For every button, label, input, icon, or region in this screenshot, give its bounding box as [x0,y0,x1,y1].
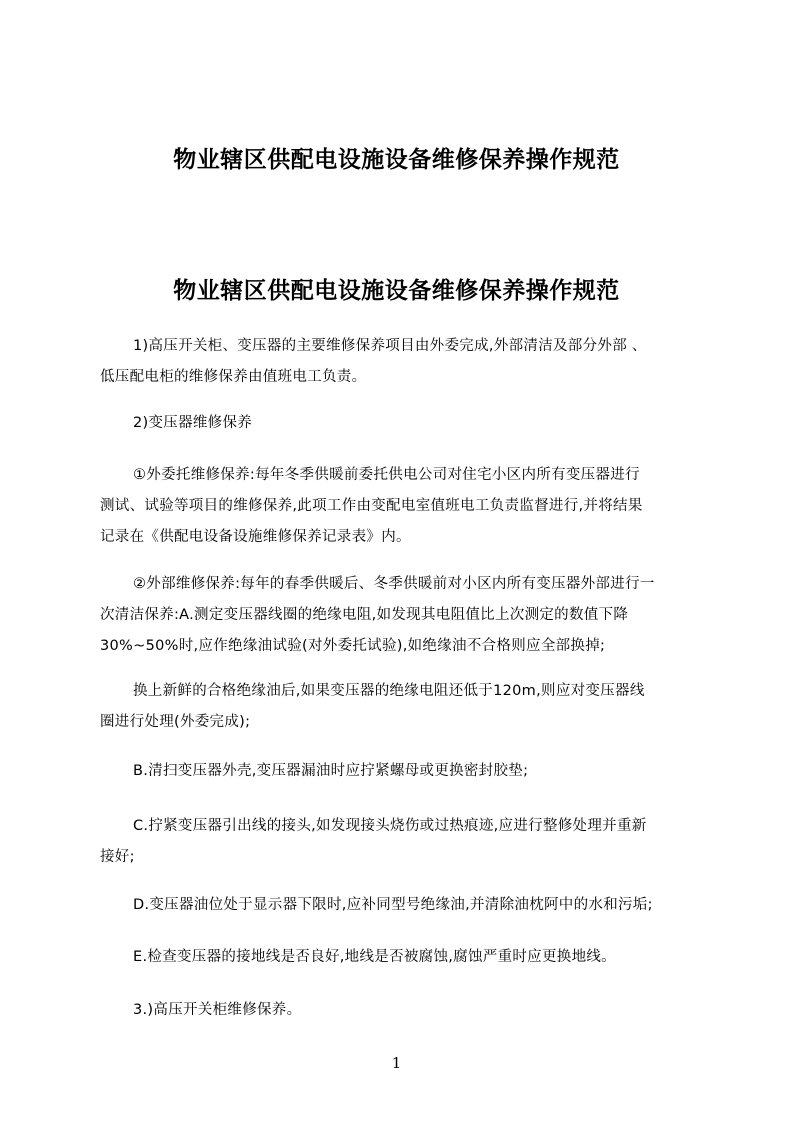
paragraph-line: 低压配电柜的维修保养由值班电工负责。 [100,369,367,385]
paragraph-line: 换上新鲜的合格绝缘油后,如果变压器的绝缘电阻还低于120m,则应对变压器线 [133,683,645,699]
paragraph-5 [100,676,700,738]
document-subtitle: 物业辖区供配电设施设备维修保养操作规范 [173,278,620,304]
page-number: 1 [391,1054,402,1072]
paragraph-line: B.清扫变压器外壳,变压器漏油时应拧紧螺母或更换密封胶垫; [133,763,529,779]
paragraph-line: C.拧紧变压器引出线的接头,如发现接头烧伤或过热痕迹,应进行整修处理并重新 [133,818,647,834]
paragraph-7 [100,811,700,873]
document-title: 物业辖区供配电设施设备维修保养操作规范 [173,147,620,173]
paragraph-4 [100,569,700,662]
paragraph-line: 1)高压开关柜、变压器的主要维修保养项目由外委完成,外部清洁及部分外部 、 [133,338,647,354]
paragraph-9 [100,942,700,973]
paragraph-line: E.检查变压器的接地线是否良好,地线是否被腐蚀,腐蚀严重时应更换地线。 [133,949,616,965]
paragraph-line: ②外部维修保养:每年的春季供暖后、冬季供暖前对小区内所有变压器外部进行一 [133,576,655,592]
paragraph-2 [100,408,700,439]
paragraph-line: 30%~50%时,应作绝缘油试验(对外委托试验),如绝缘油不合格则应全部换掉; [100,638,606,654]
paragraph-line: D.变压器油位处于显示器下限时,应补同型号绝缘油,并清除油枕阿中的水和污垢; [133,897,653,913]
paragraph-8 [100,890,700,921]
paragraph-line: ①外委托维修保养:每年冬季供暖前委托供电公司对住宅小区内所有变压器进行 [133,467,640,483]
paragraph-line: 记录在《供配电设备设施维修保养记录表》内。 [100,529,411,545]
paragraph-3 [100,460,700,553]
paragraph-line: 3.)高压开关柜维修保养。 [133,1002,302,1018]
paragraph-line: 接好; [100,849,135,865]
paragraph-line: 次清洁保养:A.测定变压器线圈的绝缘电阻,如发现其电阻值比上次测定的数值下降 [100,607,629,623]
paragraph-line: 测试、试验等项目的维修保养,此项工作由变配电室值班电工负责监督进行,并将结果 [100,498,643,514]
paragraph-10 [100,995,700,1026]
paragraph-1 [100,331,700,393]
paragraph-line: 2)变压器维修保养 [133,415,253,431]
paragraph-line: 圈进行处理(外委完成); [100,714,251,730]
paragraph-6 [100,756,700,787]
